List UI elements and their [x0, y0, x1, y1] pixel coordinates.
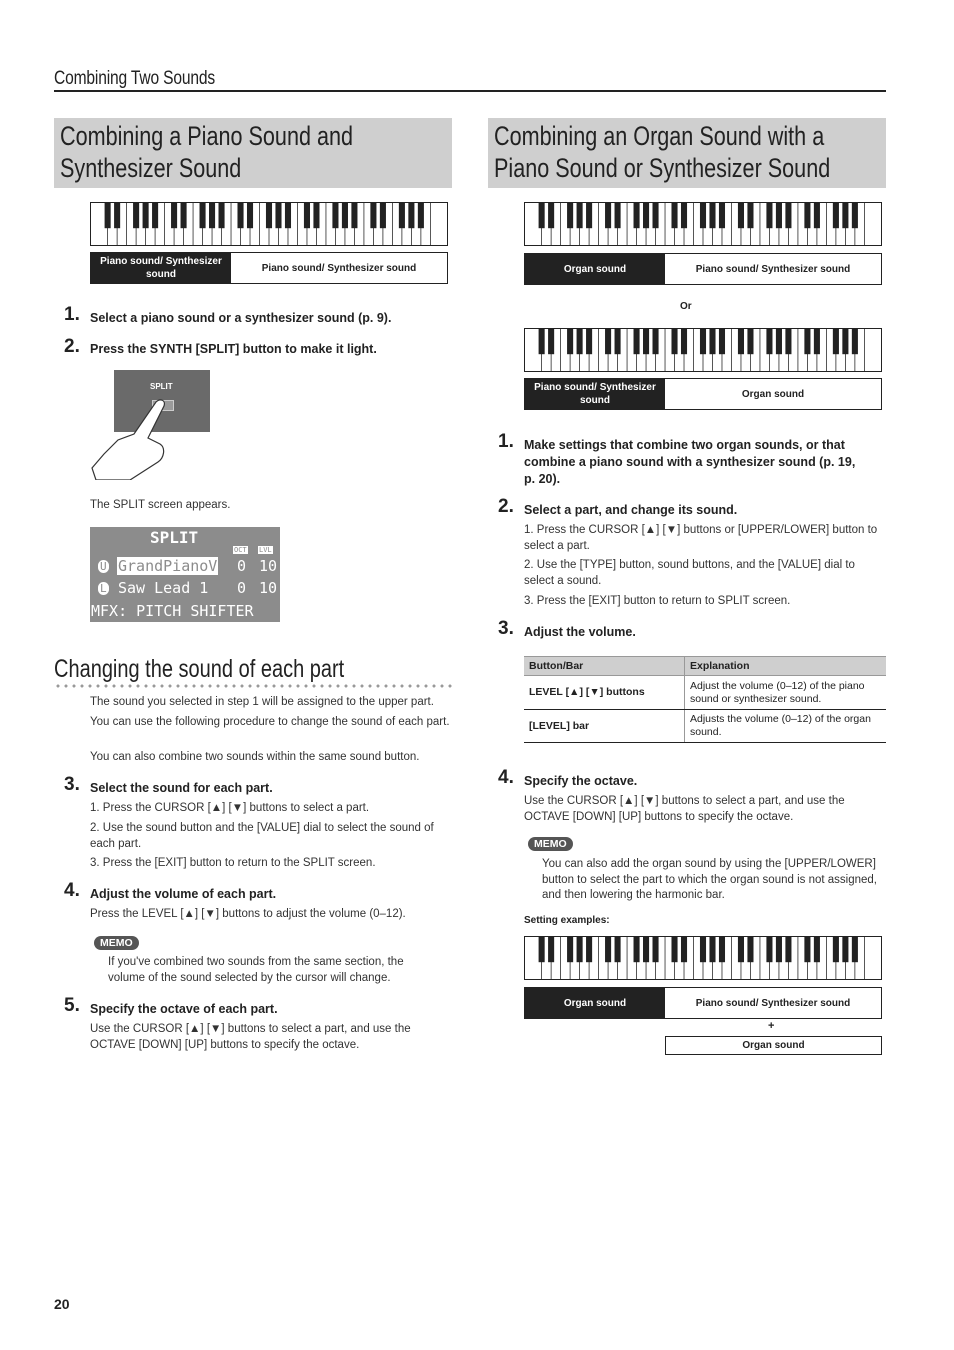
- lcd-upper-oct: 0: [237, 557, 247, 575]
- list-item: 1. Press the CURSOR [▲] [▼] buttons or [UPPER/LOWER] button to select a part.: [524, 524, 878, 552]
- black-key: [842, 329, 848, 354]
- black-key: [681, 937, 687, 962]
- black-key: [370, 203, 376, 228]
- extra-organ-part: [665, 1036, 882, 1055]
- split-diagram-3: [524, 378, 882, 410]
- split-screen-note: The SPLIT screen appears.: [90, 499, 231, 511]
- black-key: [700, 937, 706, 962]
- split-left-part: Piano sound/ Synthesizer sound: [91, 253, 231, 283]
- black-key: [814, 203, 820, 228]
- step-number: 2.: [498, 496, 514, 517]
- black-key: [766, 329, 772, 354]
- lcd-upper-lvl: 10: [259, 557, 278, 575]
- black-key: [785, 937, 791, 962]
- black-key: [709, 937, 715, 962]
- section-header: Combining Two Sounds: [54, 68, 215, 89]
- black-key: [418, 203, 424, 228]
- table-row: [524, 710, 886, 743]
- memo-badge: MEMO: [528, 837, 573, 851]
- lcd-mfx: MFX: PITCH SHIFTER: [91, 602, 254, 620]
- black-key: [766, 937, 772, 962]
- black-key: [833, 329, 839, 354]
- black-key: [380, 203, 386, 228]
- black-key: [671, 203, 677, 228]
- black-key: [634, 329, 640, 354]
- split-right-part: Piano sound/ Synthesizer sound: [695, 997, 851, 1009]
- table-cell: Adjust the volume (0–12) of the piano sound or synthesizer sound.: [685, 676, 887, 710]
- step-body: Use the CURSOR [▲] [▼] buttons to select a part, and use the OCTAVE [DOWN] [UP] buttons to specify the octave.: [90, 1023, 411, 1051]
- black-key: [833, 937, 839, 962]
- black-key: [615, 329, 621, 354]
- black-key: [209, 203, 215, 228]
- black-key: [653, 937, 659, 962]
- black-key: [643, 937, 649, 962]
- dotted-rule: [54, 684, 454, 688]
- black-key: [539, 937, 545, 962]
- black-key: [200, 203, 206, 228]
- black-key: [285, 203, 291, 228]
- table-row: [524, 676, 886, 710]
- lcd-col-oct: OCT: [234, 546, 247, 554]
- step-text: Select the sound for each part.: [90, 781, 273, 795]
- step-text: Press the SYNTH [SPLIT] button to make it light.: [90, 342, 377, 356]
- step-number: 3.: [64, 774, 80, 795]
- split-left-part: Piano sound/ Synthesizer sound: [525, 379, 665, 409]
- plus-sign: +: [768, 1020, 775, 1032]
- black-key: [548, 203, 554, 228]
- keyboard-diagram-4: [524, 936, 882, 980]
- black-key: [548, 329, 554, 354]
- black-key: [567, 203, 573, 228]
- black-key: [615, 937, 621, 962]
- table-header-row: [524, 657, 886, 676]
- black-key: [671, 329, 677, 354]
- paragraph: You can also combine two sounds within the same sound button.: [90, 751, 420, 763]
- split-diagram-1: [90, 252, 448, 284]
- black-key: [719, 329, 725, 354]
- split-left-part: Organ sound: [525, 254, 665, 284]
- keyboard-diagram-1: [90, 202, 448, 246]
- black-key: [852, 203, 858, 228]
- black-key: [852, 937, 858, 962]
- lcd-col-lvl: LVL: [259, 546, 272, 554]
- lcd-title: SPLIT: [150, 528, 199, 547]
- paragraph: You can use the following procedure to change the sound of each part.: [90, 716, 450, 728]
- black-key: [332, 203, 338, 228]
- black-key: [719, 203, 725, 228]
- header-rule: [54, 90, 886, 92]
- black-key: [738, 203, 744, 228]
- black-key: [548, 937, 554, 962]
- black-key: [313, 203, 319, 228]
- black-key: [275, 203, 281, 228]
- memo-text: You can also add the organ sound by using the [UPPER/LOWER] button to select the part to which the organ sound is not assigned, and then lowering the harmonic bar.: [542, 858, 877, 901]
- step-text: Adjust the volume of each part.: [90, 887, 277, 901]
- black-key: [671, 937, 677, 962]
- lcd-upper-name: GrandPianoV: [118, 557, 218, 575]
- black-key: [804, 937, 810, 962]
- step-number: 3.: [498, 618, 514, 639]
- black-key: [653, 329, 659, 354]
- page-number: 20: [54, 1296, 70, 1312]
- right-title-box: [488, 118, 886, 188]
- lcd-lower-tag: L: [100, 582, 107, 595]
- black-key: [152, 203, 158, 228]
- black-key: [842, 203, 848, 228]
- black-key: [747, 203, 753, 228]
- black-key: [738, 329, 744, 354]
- step-body: Use the CURSOR [▲] [▼] buttons to select a part, and use the OCTAVE [DOWN] [UP] buttons to specify the octave.: [524, 795, 845, 823]
- setting-examples-label: Setting examples:: [524, 915, 610, 926]
- black-key: [219, 203, 225, 228]
- black-key: [605, 329, 611, 354]
- black-key: [747, 329, 753, 354]
- black-key: [719, 937, 725, 962]
- extra-organ-label: Organ sound: [742, 1040, 805, 1051]
- memo-badge: MEMO: [94, 936, 139, 950]
- table-header: Button/Bar: [524, 657, 685, 676]
- black-key: [605, 937, 611, 962]
- black-key: [643, 203, 649, 228]
- black-key: [114, 203, 120, 228]
- keyboard-diagram-2: [524, 202, 882, 246]
- hand-pointer-icon: [90, 388, 180, 480]
- table-cell: LEVEL [▲] [▼] buttons: [524, 676, 685, 710]
- black-key: [709, 329, 715, 354]
- black-key: [814, 329, 820, 354]
- black-key: [738, 937, 744, 962]
- black-key: [577, 329, 583, 354]
- step-number: 4.: [498, 767, 514, 788]
- step-number: 2.: [64, 336, 80, 357]
- black-key: [776, 937, 782, 962]
- black-key: [634, 203, 640, 228]
- table-header: Explanation: [685, 657, 887, 676]
- black-key: [814, 937, 820, 962]
- black-key: [342, 203, 348, 228]
- split-left-part: Organ sound: [525, 988, 665, 1018]
- split-button-label: SPLIT: [150, 382, 173, 391]
- black-key: [681, 203, 687, 228]
- split-lcd-screen: [90, 527, 280, 622]
- black-key: [700, 329, 706, 354]
- step-number: 5.: [64, 995, 80, 1016]
- step-text: Select a part, and change its sound.: [524, 503, 738, 517]
- left-title-box: [54, 118, 452, 188]
- black-key: [747, 937, 753, 962]
- black-key: [833, 203, 839, 228]
- black-key: [804, 203, 810, 228]
- list-item: 2. Use the sound button and the [VALUE] dial to select the sound of each part.: [90, 822, 434, 850]
- black-key: [567, 329, 573, 354]
- black-key: [776, 329, 782, 354]
- black-key: [539, 203, 545, 228]
- step-number: 1.: [64, 304, 80, 325]
- step-body: Press the LEVEL [▲] [▼] buttons to adjust the volume (0–12).: [90, 908, 406, 920]
- black-key: [681, 329, 687, 354]
- black-key: [171, 203, 177, 228]
- black-key: [266, 203, 272, 228]
- step-number: 4.: [64, 880, 80, 901]
- black-key: [842, 937, 848, 962]
- black-key: [577, 203, 583, 228]
- black-key: [586, 329, 592, 354]
- subheading: Changing the sound of each part: [54, 655, 345, 683]
- right-title: Combining an Organ Sound with a Piano Sound or Synthesizer Sound: [494, 121, 831, 183]
- lcd-upper-tag: U: [100, 560, 107, 573]
- step-text: Specify the octave of each part.: [90, 1002, 278, 1016]
- black-key: [643, 329, 649, 354]
- split-right-part: Piano sound/ Synthesizer sound: [695, 263, 851, 275]
- black-key: [605, 203, 611, 228]
- black-key: [143, 203, 149, 228]
- split-right-part: Piano sound/ Synthesizer sound: [261, 262, 417, 274]
- step-text: Select a piano sound or a synthesizer sound (p. 9).: [90, 311, 392, 325]
- split-diagram-2: [524, 253, 882, 285]
- lcd-lower-oct: 0: [237, 579, 247, 597]
- black-key: [408, 203, 414, 228]
- black-key: [785, 203, 791, 228]
- or-label: Or: [680, 301, 692, 312]
- black-key: [586, 203, 592, 228]
- list-item: 2. Use the [TYPE] button, sound buttons, and the [VALUE] dial to select a sound.: [524, 559, 855, 587]
- lcd-lower-name: Saw Lead 1: [118, 579, 209, 597]
- black-key: [237, 203, 243, 228]
- step-number: 1.: [498, 431, 514, 452]
- black-key: [105, 203, 111, 228]
- list-item: 3. Press the [EXIT] button to return to SPLIT screen.: [524, 595, 791, 607]
- black-key: [539, 329, 545, 354]
- black-key: [304, 203, 310, 228]
- black-key: [615, 203, 621, 228]
- keyboard-diagram-3: [524, 328, 882, 372]
- lcd-lower-lvl: 10: [259, 579, 278, 597]
- paragraph: The sound you selected in step 1 will be assigned to the upper part.: [90, 696, 434, 708]
- black-key: [577, 937, 583, 962]
- black-key: [776, 203, 782, 228]
- split-button-illustration: [90, 368, 212, 480]
- split-diagram-4: [524, 987, 882, 1019]
- black-key: [653, 203, 659, 228]
- black-key: [766, 203, 772, 228]
- black-key: [399, 203, 405, 228]
- black-key: [804, 329, 810, 354]
- black-key: [634, 937, 640, 962]
- black-key: [247, 203, 253, 228]
- list-item: 3. Press the [EXIT] button to return to the SPLIT screen.: [90, 857, 376, 869]
- left-title: Combining a Piano Sound and Synthesizer Sound: [60, 121, 354, 183]
- step-text: Specify the octave.: [524, 774, 638, 788]
- black-key: [181, 203, 187, 228]
- black-key: [351, 203, 357, 228]
- step-text: Adjust the volume.: [524, 625, 636, 639]
- black-key: [852, 329, 858, 354]
- black-key: [700, 203, 706, 228]
- step-text: Make settings that combine two organ sounds, or that combine a piano sound with a synthesizer sound (p. 19, p. 20).: [524, 438, 856, 486]
- volume-table: [524, 656, 886, 743]
- black-key: [785, 329, 791, 354]
- split-right-part: Organ sound: [741, 388, 805, 400]
- table-cell: [LEVEL] bar: [524, 710, 685, 743]
- black-key: [586, 937, 592, 962]
- table-cell: Adjusts the volume (0–12) of the organ sound.: [685, 710, 887, 743]
- black-key: [567, 937, 573, 962]
- memo-text: If you've combined two sounds from the same section, the volume of the sound selected by the cursor will change.: [108, 956, 404, 984]
- list-item: 1. Press the CURSOR [▲] [▼] buttons to select a part.: [90, 802, 370, 814]
- black-key: [709, 203, 715, 228]
- black-key: [133, 203, 139, 228]
